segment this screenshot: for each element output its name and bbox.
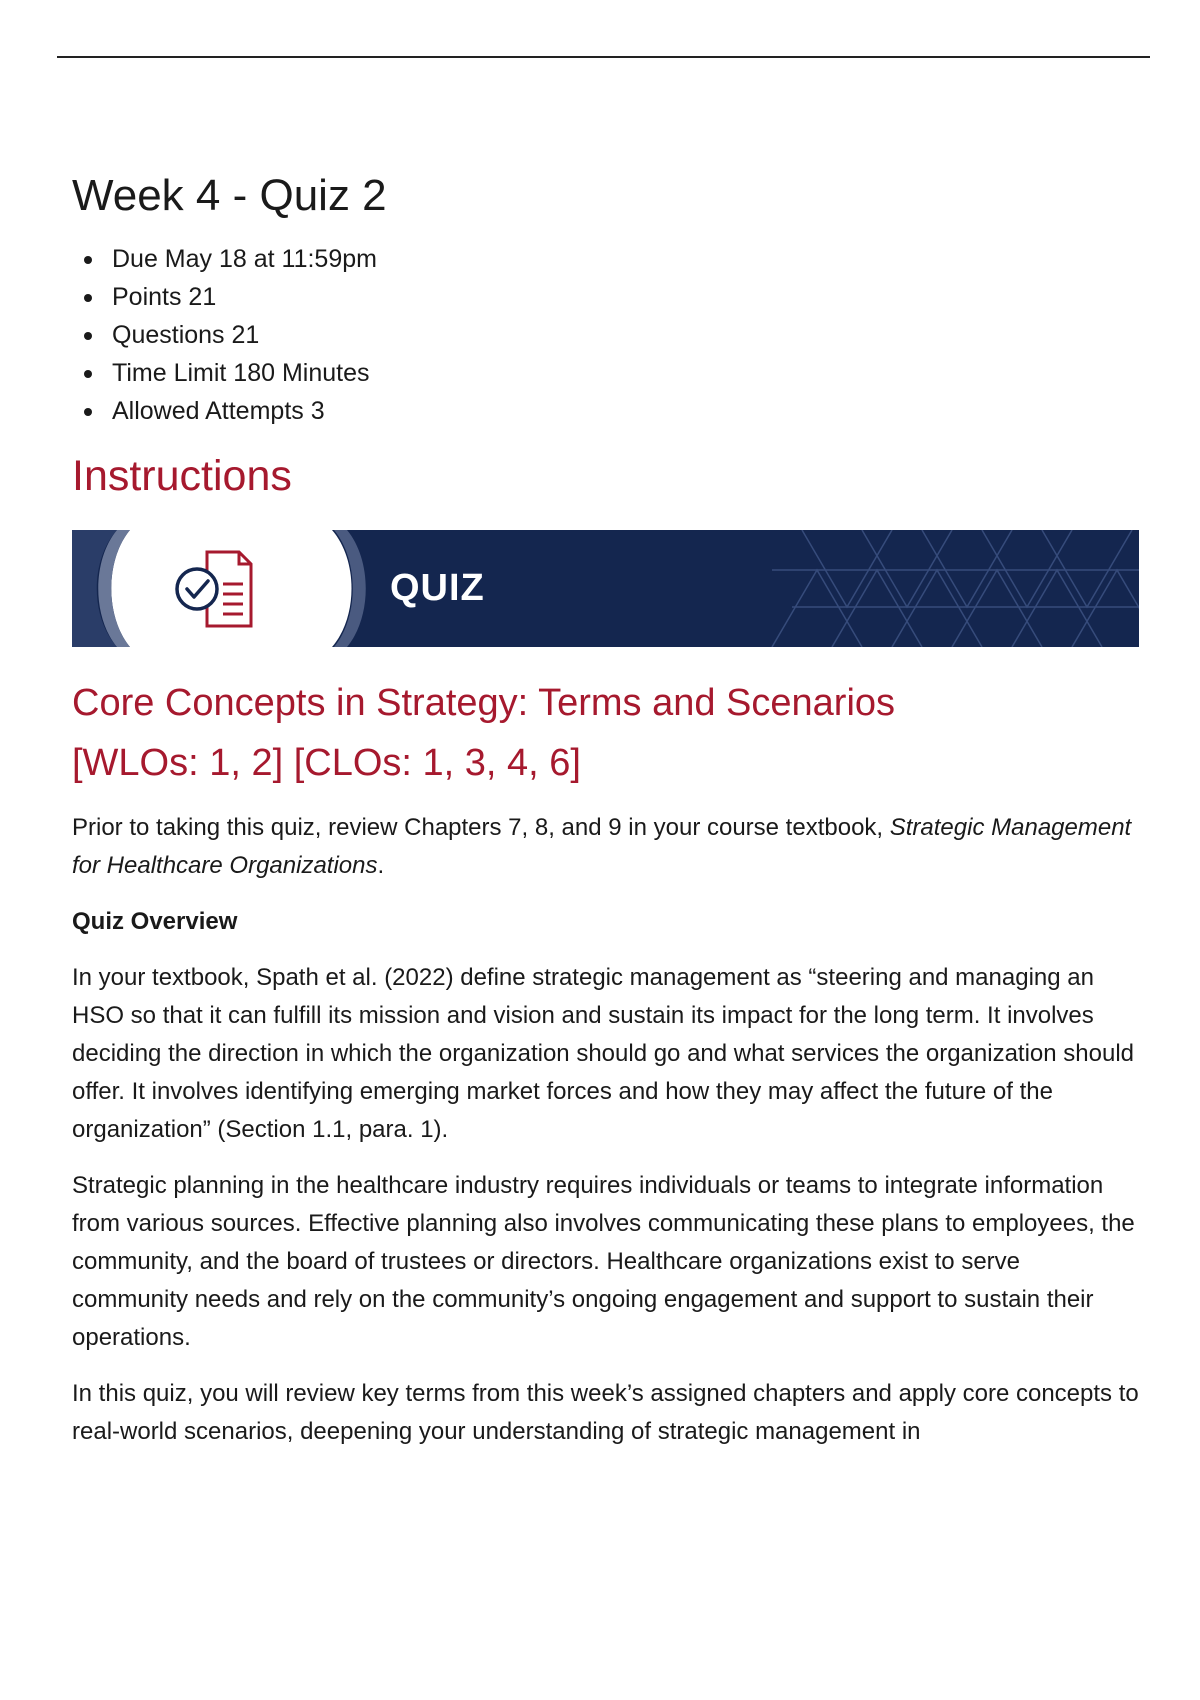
bullet-icon bbox=[84, 294, 92, 302]
intro-end: . bbox=[377, 852, 385, 879]
overview-paragraph: Strategic planning in the healthcare industry requires individuals or teams to integrate information from various sources. Effective planning also involves communicating these plans to employees, the community, and the board of trustees or directors. Healthcare organizations exist to serve community needs and rely on the community’s ongoing engagement and support to sustain their operations. bbox=[72, 1172, 1135, 1351]
top-divider bbox=[57, 56, 1150, 58]
section-heading: Core Concepts in Strategy: Terms and Scenarios bbox=[72, 682, 896, 724]
textbook-title: Strategic Management for Healthcare Organizations bbox=[72, 814, 1132, 879]
detail-attempts bbox=[84, 392, 1140, 430]
detail-text: Time Limit 180 Minutes bbox=[112, 359, 370, 387]
detail-text: Allowed Attempts 3 bbox=[112, 397, 325, 425]
detail-text: Due May 18 at 11:59pm bbox=[112, 245, 377, 273]
detail-due bbox=[84, 240, 1140, 278]
bullet-icon bbox=[84, 256, 92, 264]
quiz-document-check-icon bbox=[167, 544, 257, 634]
overview-paragraph: In this quiz, you will review key terms from this week’s assigned chapters and apply core concepts to real-world scenarios, deepening your understanding of strategic management in bbox=[72, 1380, 1139, 1445]
page-title: Week 4 - Quiz 2 bbox=[72, 171, 387, 220]
instructions-heading: Instructions bbox=[72, 452, 292, 500]
quiz-page bbox=[72, 170, 1140, 1469]
overview-paragraph: In your textbook, Spath et al. (2022) define strategic management as “steering and managing an HSO so that it can fulfill its mission and vision and sustain its impact for the long term. It involves deciding the direction in which the organization should go and what services the organization should offer. It involves identifying emerging market forces and how they may affect the future of the organization” (Section 1.1, para. 1). bbox=[72, 964, 1135, 1143]
bullet-icon bbox=[84, 370, 92, 378]
detail-points bbox=[84, 278, 1140, 316]
detail-time-limit bbox=[84, 354, 1140, 392]
overview-heading: Quiz Overview bbox=[72, 908, 238, 935]
detail-text: Points 21 bbox=[112, 283, 217, 311]
detail-questions bbox=[84, 316, 1140, 354]
banner-label: QUIZ bbox=[390, 567, 485, 609]
quiz-banner bbox=[72, 530, 1139, 647]
bullet-icon bbox=[84, 332, 92, 340]
intro-paragraph bbox=[72, 809, 1140, 885]
intro-text: Prior to taking this quiz, review Chapters 7, 8, and 9 in your course textbook, bbox=[72, 814, 890, 841]
learning-objectives: [WLOs: 1, 2] [CLOs: 1, 3, 4, 6] bbox=[72, 742, 581, 784]
detail-text: Questions 21 bbox=[112, 321, 260, 349]
quiz-details-list bbox=[72, 240, 1140, 430]
bullet-icon bbox=[84, 408, 92, 416]
